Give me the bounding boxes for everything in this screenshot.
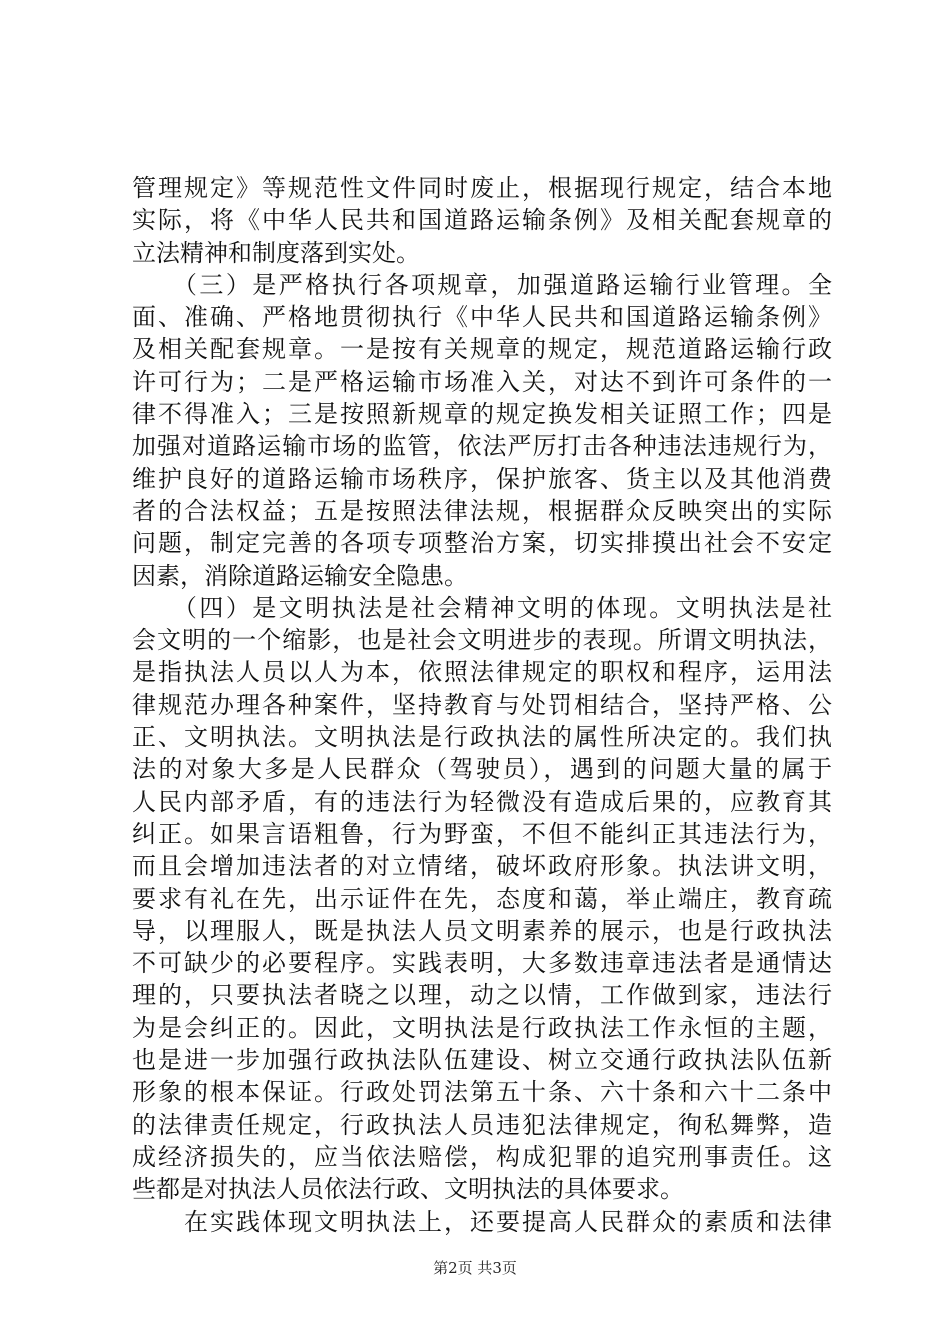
text-line: 些都是对执法人员依法行政、文明执法的具体要求。	[132, 1175, 684, 1204]
text-line: 管理规定》等规范性文件同时废止，根据现行规定，结合本地	[132, 174, 832, 202]
text-line: 法的对象大多是人民群众（驾驶员），遇到的问题大量的属于	[132, 755, 832, 784]
text-line: 及相关配套规章。一是按有关规章的规定，规范道路运输行政	[132, 335, 832, 364]
text-line: 理的，只要执法者晓之以理，动之以情，工作做到家，违法行	[132, 981, 832, 1010]
text-line: 要求有礼在先，出示证件在先，态度和蔼，举止端庄，教育疏	[132, 884, 832, 913]
text-line: 是指执法人员以人为本，依照法律规定的职权和程序，运用法	[132, 658, 832, 687]
text-line: 律规范办理各种案件，坚持教育与处罚相结合，坚持严格、公	[132, 690, 832, 719]
text-line: 形象的根本保证。行政处罚法第五十条、六十条和六十二条中	[132, 1078, 832, 1107]
text-line: 正、文明执法。文明执法是行政执法的属性所决定的。我们执	[132, 723, 832, 752]
text-line: 因素，消除道路运输安全隐患。	[132, 561, 468, 590]
text-line: 纠正。如果言语粗鲁，行为野蛮，不但不能纠正其违法行为，	[132, 819, 832, 848]
text-line: （四）是文明执法是社会精神文明的体现。文明执法是社	[132, 593, 832, 622]
text-line: 加强对道路运输市场的监管，依法严厉打击各种违法违规行为，	[132, 432, 832, 461]
text-line: 而且会增加违法者的对立情绪，破坏政府形象。执法讲文明，	[132, 852, 832, 881]
text-line: 导，以理服人，既是执法人员文明素养的展示，也是行政执法	[132, 916, 832, 945]
text-line: 者的合法权益；五是按照法律法规，根据群众反映突出的实际	[132, 496, 832, 525]
text-line: 律不得准入；三是按照新规章的规定换发相关证照工作；四是	[132, 400, 832, 429]
text-line: 面、准确、严格地贯彻执行《中华人民共和国道路运输条例》	[132, 303, 832, 332]
text-line: 会文明的一个缩影，也是社会文明进步的表现。所谓文明执法，	[132, 626, 832, 655]
body-text	[132, 172, 832, 1238]
text-line: 不可缺少的必要程序。实践表明，大多数违章违法者是通情达	[132, 949, 832, 978]
text-line: 的法律责任规定，行政执法人员违犯法律规定，徇私舞弊，造	[132, 1110, 832, 1139]
text-line: 实际，将《中华人民共和国道路运输条例》及相关配套规章的	[132, 206, 832, 235]
text-line: （三）是严格执行各项规章，加强道路运输行业管理。全	[132, 270, 832, 299]
text-line: 许可行为；二是严格运输市场准入关，对达不到许可条件的一	[132, 367, 832, 396]
text-line: 问题，制定完善的各项专项整治方案，切实排摸出社会不安定	[132, 529, 832, 558]
text-line: 为是会纠正的。因此，文明执法是行政执法工作永恒的主题，	[132, 1013, 832, 1042]
text-line: 也是进一步加强行政执法队伍建设、树立交通行政执法队伍新	[132, 1046, 832, 1075]
text-line: 成经济损失的，应当依法赔偿，构成犯罪的追究刑事责任。这	[132, 1142, 832, 1171]
text-line: 维护良好的道路运输市场秩序，保护旅客、货主以及其他消费	[132, 464, 832, 493]
text-line: 在实践体现文明执法上，还要提高人民群众的素质和法律	[132, 1207, 832, 1236]
text-line: 人民内部矛盾，有的违法行为轻微没有造成后果的，应教育其	[132, 787, 832, 816]
text-line: 立法精神和制度落到实处。	[132, 238, 420, 267]
page-footer: 第2页 共3页	[433, 1259, 517, 1277]
